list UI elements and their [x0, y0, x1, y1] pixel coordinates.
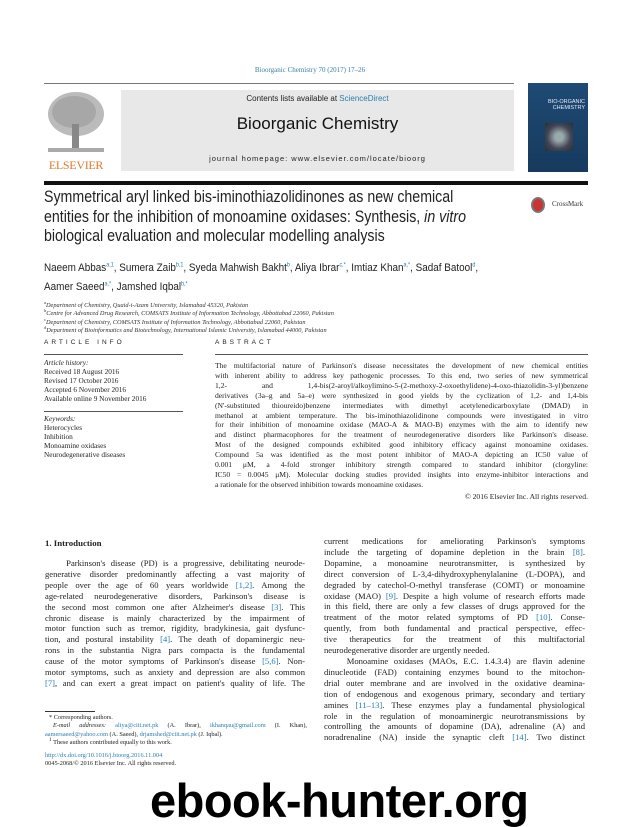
text-line: degraded by catechol-O-methyl transferase (COMT) or monoamine — [324, 579, 585, 590]
sciencedirect-link[interactable]: ScienceDirect — [339, 94, 389, 103]
affiliation-text: Department of Chemistry, COMSATS Institute of Information Technology, Abbottabad 22060, Pakistan — [46, 318, 306, 326]
divider — [44, 181, 588, 185]
text-line: treatment of the motor related symptoms of PD [10]. Conse- — [324, 612, 585, 623]
elsevier-wordmark: ELSEVIER — [48, 158, 104, 172]
abstract-text — [215, 361, 588, 490]
keyword: Monoamine oxidases — [44, 440, 107, 450]
crossmark-label[interactable]: CrossMark — [552, 200, 584, 208]
text-line: drial outer membrane and are involved in the oxidative deamina- — [324, 677, 585, 688]
equal-text: These authors contributed equally to this work. — [53, 739, 172, 747]
running-head[interactable]: Bioorganic Chemistry 70 (2017) 17–26 — [254, 66, 366, 74]
text-line: Monoamine oxidases (MAOs, E.C. 1.4.3.4) are flavin adenine — [324, 655, 585, 666]
text-line: rons in the substantia Nigra pars compacta is the fundamental — [45, 645, 305, 656]
contents-line — [121, 94, 514, 104]
equal-contribution-note — [45, 739, 307, 747]
citation-link[interactable]: [3] — [271, 601, 282, 612]
text-line: and distinct pharmacophores for the treatment of neurodegenerative disorders like Parkinson's disease. — [215, 430, 588, 440]
author-name[interactable]: Imtiaz Khan — [351, 262, 404, 274]
email-link[interactable]: aamersaeed@yahoo.com — [45, 730, 108, 738]
footnotes — [45, 714, 307, 768]
citation-link[interactable]: [9] — [385, 590, 396, 601]
footnote-mark: 1 — [49, 737, 52, 744]
crossmark-icon[interactable] — [531, 197, 545, 213]
divider — [44, 411, 183, 412]
text-line: methanol at ambient temperature. The bis-iminothiazolidinone compounds were investigated in vitro — [215, 410, 588, 420]
affiliation-key: b — [44, 308, 47, 314]
history-item: Received 18 August 2016 — [44, 366, 120, 376]
author-name[interactable]: Sumera Zaib — [119, 262, 176, 274]
text-line: age-related neurodegenerative disorders, Parkinson's disease is — [45, 590, 305, 601]
abstract-heading: ABSTRACT — [215, 339, 274, 346]
citation-link[interactable]: [11–13] — [355, 699, 383, 710]
affiliation — [44, 316, 334, 327]
section-heading: 1. Introduction — [45, 538, 102, 548]
intro-right-column — [324, 536, 585, 743]
email-owner: (J. Iqbal). — [198, 730, 223, 738]
divider — [44, 354, 183, 355]
history-item: Accepted 6 November 2016 — [44, 384, 127, 394]
footnote-divider — [45, 711, 95, 712]
journal-homepage[interactable]: journal homepage: www.elsevier.com/locate/bioorg — [209, 154, 426, 163]
doi-link[interactable]: http://dx.doi.org/10.1016/j.bioorg.2016.11.004 — [45, 751, 163, 759]
keywords-label: Keywords: — [44, 414, 76, 423]
email-link[interactable]: drjamshed@ciit.net.pk — [139, 730, 197, 738]
issn-line: 0045-2068/© 2016 Elsevier Inc. All rights reserved. — [45, 760, 177, 768]
affiliation-key: d — [44, 324, 47, 330]
author-affiliation-mark[interactable]: d — [472, 262, 476, 269]
text-line: role in the regulation of monoaminergic neurotransmissions by — [324, 710, 585, 721]
text-line: a rationale for the observed inhibition towards monoamine oxidases. — [215, 479, 424, 489]
text-line: current medications for ameliorating Parkinson's symptoms — [324, 536, 585, 546]
text-line: motor function such as tremor, rigidity, bradykinesia, gait dysfunc- — [45, 623, 305, 634]
watermark: ebook-hunter.org — [150, 774, 529, 827]
text-line: amines [11–13]. These enzymes play a fundamental physiological — [324, 699, 585, 710]
author-affiliation-mark[interactable]: b,* — [181, 281, 188, 288]
title-line: Symmetrical aryl linked bis-iminothiazolidinones as new chemical — [44, 188, 454, 206]
title-text: entities for the inhibition of monoamine oxidases: Synthesis, — [44, 207, 425, 226]
author-list: Naeem Abbas$^{a,1}$, Sumera Zaib$^{b,1}$, Syeda Mahwish Bakht$^b$, Aliya Ibrar$^{c,*}$, Imtiaz Khan$^{a,*}$, Sadaf Batool$^d$, Aamer Saeed$^{a,*}$, Jamshed Iqbal$^{b,*}$ — [44, 262, 479, 293]
citation-link[interactable]: [10] — [536, 612, 551, 623]
text-line: The multifactorial nature of Parkinson's disease necessitates the development of new chemical entities — [215, 361, 588, 370]
divider — [44, 83, 514, 84]
text-line: Most of the designed compounds exhibited good inhibitory efficacy against monoamine oxidases. — [215, 440, 588, 450]
text-line: generative disorder predominantly affecting a vast majority of — [45, 568, 305, 579]
email-label: E-mail addresses: — [53, 722, 106, 730]
text-line: 1,2- and 1,4-bis(2-aroyl/alkoylimino-5-(2-methoxy-2-oxoethylidene)-4-oxo-thiazolidin-3-yl)benzene — [215, 380, 588, 390]
text-line: tive therapeutics for the treatment of this multifactorial — [324, 634, 585, 645]
text-line: the second most common one after Alzheimer's disease [3]. This — [45, 601, 305, 612]
affiliation-text: Centre for Advanced Drug Research, COMSATS Institute of Information Technology, Abbottabad 22060, Pakistan — [46, 310, 334, 318]
author-name[interactable]: Aamer Saeed — [44, 281, 105, 293]
article-title — [44, 188, 466, 247]
abstract-copyright: © 2016 Elsevier Inc. All rights reserved. — [464, 492, 588, 501]
history-label: Article history: — [44, 358, 89, 367]
cover-image — [545, 123, 573, 151]
author-affiliation-mark[interactable]: a,* — [403, 262, 411, 269]
email-owner: (A. Ibrar), — [167, 722, 201, 730]
text-line: oxidase (MAO) [9]. Despite a high volume of research efforts made — [324, 590, 585, 601]
text-line: Dopamine, a monoamine neurotransmitter, is synthesized by — [324, 557, 585, 568]
journal-title: Bioorganic Chemistry — [236, 114, 399, 133]
author-name[interactable]: Syeda Mahwish Bakht — [188, 262, 287, 274]
text-line: (N'-substituted thioureido)benzene intermediates with dimethyl acetylenedicarboxylate (DMAD) in — [215, 400, 588, 410]
title-line — [44, 208, 466, 228]
divider — [215, 354, 588, 355]
text-line: for their inhibition of monoamine oxidase (MAO-A & MAO-B) enzymes with the aim to identify new — [215, 420, 588, 430]
article-info-heading: ARTICLE INFO — [44, 339, 125, 346]
affiliation-text: Department of Bioinformatics and Biotechnology, International Islamic University, Islamabad 44000, Pakistan — [46, 326, 327, 334]
affiliation-key: a — [44, 299, 46, 305]
text-line: IC50 = 0.0045 μM). Molecular docking studies provided insights into enzyme-inhibitor interactions and — [215, 469, 588, 479]
keywords — [44, 415, 125, 460]
text-line: controlling the amounts of dopamine (DA), adrenaline (A) and — [324, 721, 585, 732]
author-affiliation-mark[interactable]: a,1 — [106, 262, 114, 269]
text-line: quently, from both fundamental and practical perspective, effec- — [324, 623, 585, 634]
title-italic: in vitro — [424, 207, 466, 226]
email-owner: (A. Saeed), — [109, 730, 139, 738]
text-line: derivatives (3a–g and 5a–e) were synthesized in good yields by the cyclization of 1,2- and 1,4-bis — [215, 390, 588, 400]
keyword: Inhibition — [44, 431, 73, 441]
text-line: cause of the motor symptoms of Parkinson's disease [5,6]. Non- — [45, 656, 305, 667]
text-line: 0.001 μM, a 4-fold stronger inhibitory strength compared to standard inhibitor (clorgyline: — [215, 460, 588, 470]
author-name[interactable]: Sadaf Batool — [415, 262, 473, 274]
citation-link[interactable]: [7] — [45, 677, 56, 688]
text-line: include the targeting of dopamine depletion in the brain [8]. — [324, 546, 585, 557]
affiliation-key: c — [44, 316, 46, 322]
affiliations — [44, 299, 334, 335]
author-affiliation-mark[interactable]: b — [286, 262, 290, 269]
text-line: tion, and postural instability [4]. The death of dopaminergic neu- — [45, 634, 305, 645]
citation-link[interactable]: [4] — [160, 634, 171, 645]
text-line: people over the age of 60 years worldwide [1,2]. Among the — [45, 579, 305, 590]
affiliation — [44, 310, 334, 318]
text-line: Parkinson's disease (PD) is a progressive, debilitating neurode- — [45, 558, 305, 568]
email-owner: (I. Khan), — [274, 722, 307, 730]
text-line: in this field, there are only a few classes of drugs approved for the — [324, 601, 585, 612]
author-name[interactable]: Aliya Ibrar — [294, 262, 340, 274]
citation-link[interactable]: [5,6] — [262, 656, 279, 667]
text-line: motor symptoms, such as anxiety and depression are also common — [45, 667, 305, 678]
text-line: noradrenaline (NA) inside the synaptic cleft [14]. Two distinct — [324, 732, 585, 743]
email-link[interactable]: aliya@ciit.net.pk — [115, 722, 159, 730]
title-line: biological evaluation and molecular modelling analysis — [44, 227, 385, 245]
email-link[interactable]: ikhanqau@gmail.com — [209, 722, 266, 730]
corresponding-note: * Corresponding authors. — [49, 714, 113, 721]
cover-title: BIO-ORGANIC CHEMISTRY — [548, 99, 585, 111]
text-line: with inherent ability to address key pathogenic processes. To this end, two series of new symmetrical — [215, 370, 588, 380]
keyword: Heterocycles — [44, 422, 83, 432]
text-line: chronic disease is mainly characterized by the impairment of — [45, 612, 305, 623]
affiliation-text: Department of Chemistry, Quaid-i-Azam University, Islamabad 45320, Pakistan — [46, 302, 249, 309]
author-name[interactable]: Naeem Abbas — [44, 262, 107, 274]
journal-banner — [121, 90, 514, 171]
author-affiliation-mark[interactable]: b,1 — [175, 262, 184, 269]
text-line: dinucleotide (FAD) containing enzymes bound to the mitochon- — [324, 666, 585, 677]
author-affiliation-mark[interactable]: c,* — [339, 262, 346, 269]
intro-left-column — [45, 558, 305, 689]
citation-link[interactable]: [1,2] — [235, 579, 253, 590]
citation-link[interactable]: [8] — [572, 546, 583, 557]
text-line: tion of endogenous and exogenous primary, secondary and tertiary — [324, 688, 585, 699]
article-history — [44, 359, 146, 404]
journal-cover — [528, 83, 588, 172]
author-affiliation-mark[interactable]: a,* — [104, 281, 112, 288]
elsevier-logo — [44, 90, 108, 172]
text-line: Compound 5a was identified as the most potent inhibitor of MAO-A depicting an IC50 value of — [215, 450, 588, 460]
keyword: Neurodegenerative diseases — [44, 449, 126, 459]
history-item: Available online 9 November 2016 — [44, 393, 147, 403]
history-item: Revised 17 October 2016 — [44, 375, 119, 385]
text-line: [7], and can exert a great impact on patient's quality of life. The — [45, 677, 305, 688]
text-line: neurodegenerative disorder are urgently needed. — [324, 645, 490, 656]
text-line: direct conversion of L-3,4-dihydroxyphenylalanine (L-DOPA), and — [324, 568, 585, 579]
citation-link[interactable]: [14] — [512, 732, 527, 743]
author-name[interactable]: Jamshed Iqbal — [116, 281, 182, 293]
email-addresses — [45, 722, 307, 739]
tree-icon — [44, 90, 108, 156]
affiliation — [44, 324, 334, 335]
contents-prefix: Contents lists available at — [246, 94, 340, 103]
